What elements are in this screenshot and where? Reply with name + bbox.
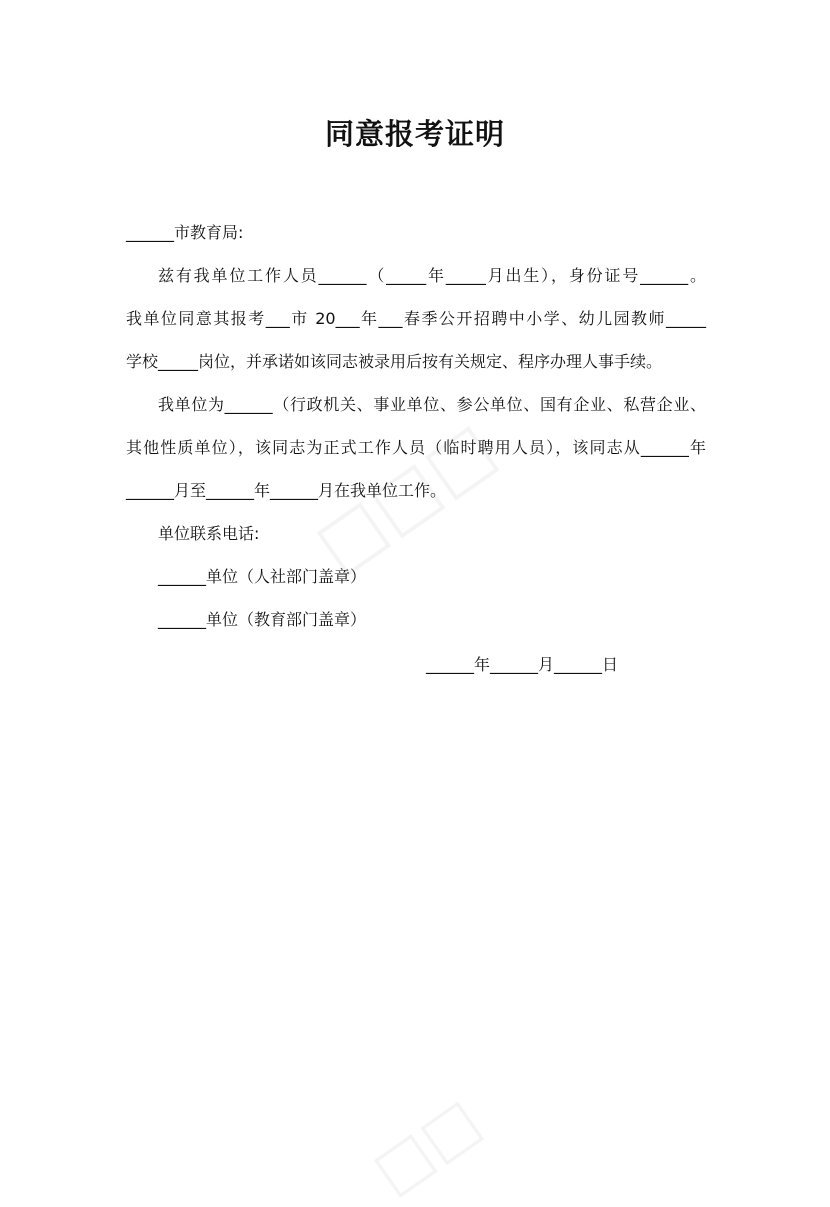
education-department-seal-line: ______单位（教育部门盖章） bbox=[158, 610, 367, 629]
hr-department-seal-line: ______单位（人社部门盖章） bbox=[158, 567, 367, 586]
paragraph-1-line-2: 我单位同意其报考___市 20___年___春季公开招聘中小学、幼儿园教师_____ bbox=[126, 309, 706, 328]
addressee-line: ______市教育局: bbox=[126, 223, 244, 242]
paragraph-2-line-2: 其他性质单位），该同志为正式工作人员（临时聘用人员），该同志从______年 bbox=[126, 438, 706, 457]
document-title: 同意报考证明 bbox=[324, 117, 505, 151]
paragraph-1-line-1: 兹有我单位工作人员______（_____年_____月出生），身份证号______。 bbox=[158, 266, 706, 285]
paragraph-2-line-1: 我单位为______（行政机关、事业单位、参公单位、国有企业、私营企业、 bbox=[158, 395, 706, 414]
date-line: ______年______月______日 bbox=[426, 655, 619, 674]
paragraph-1-line-3: 学校_____岗位，并承诺如该同志被录用后按有关规定、程序办理人事手续。 bbox=[126, 352, 663, 371]
watermark bbox=[360, 1085, 493, 1207]
contact-phone-label: 单位联系电话: bbox=[158, 524, 260, 543]
paragraph-2-line-3: ______月至______年______月在我单位工作。 bbox=[126, 481, 447, 500]
